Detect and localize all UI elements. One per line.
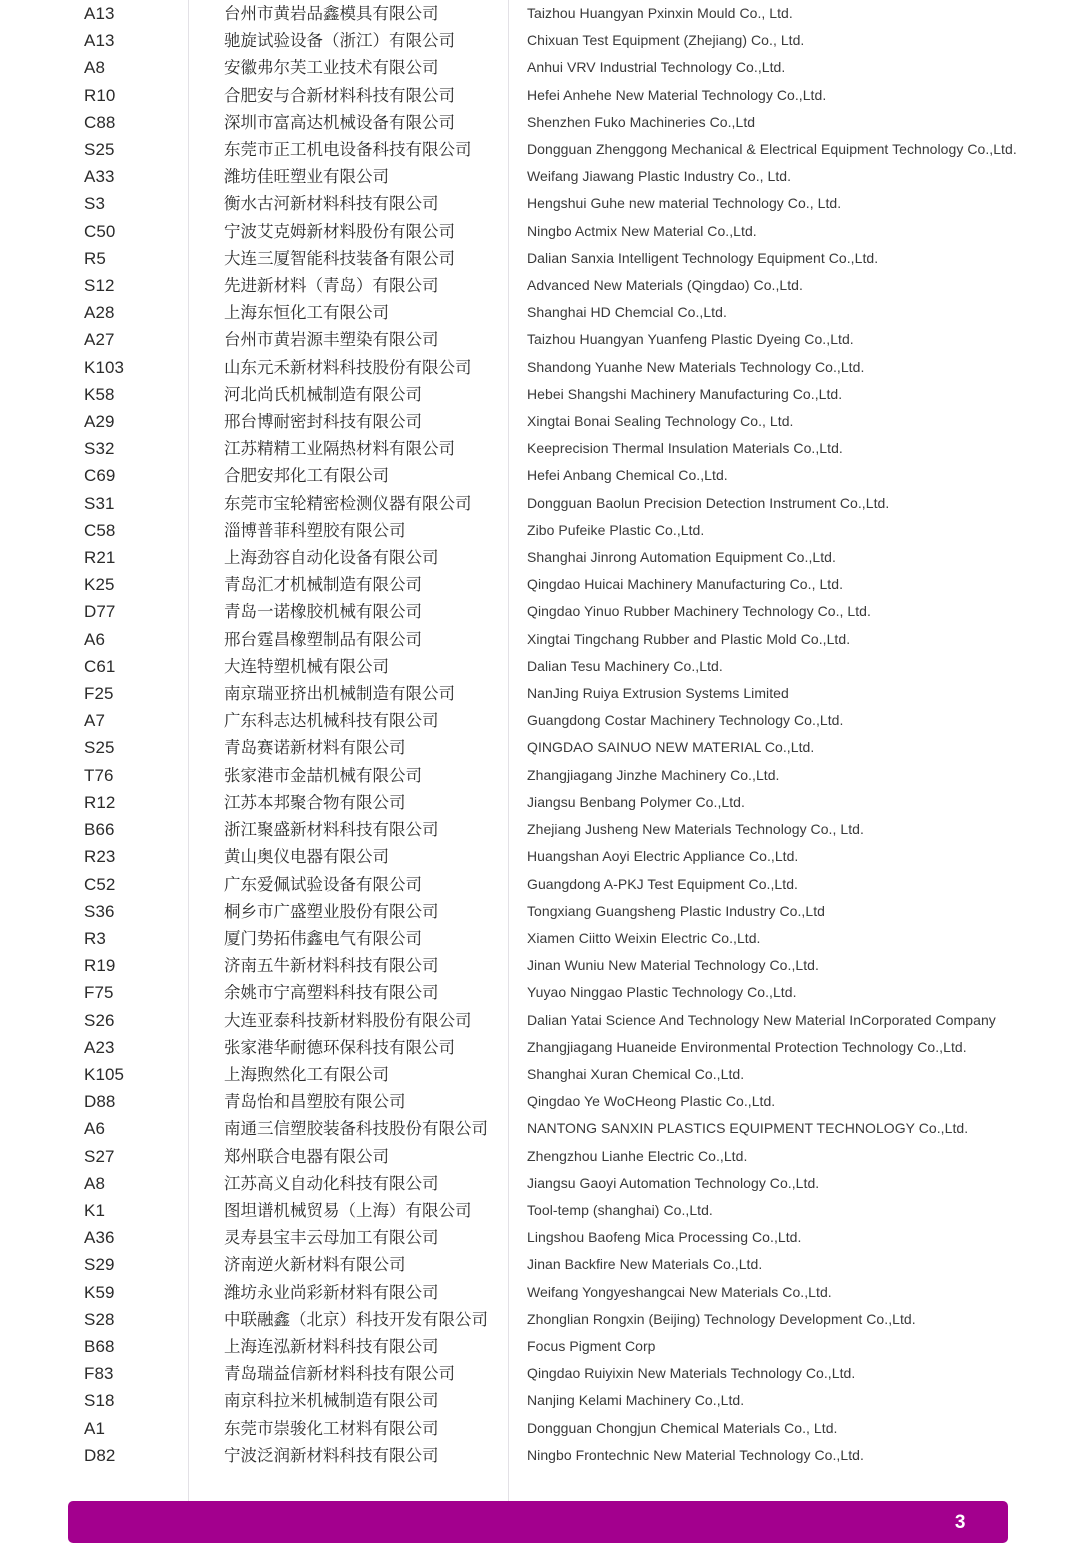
table-row [0,27,1080,54]
company-name-chinese: 淄博普菲科塑胶有限公司 [224,520,406,540]
company-name-english: Zhangjiagang Huaneide Environmental Protection Technology Co.,Ltd. [527,1038,967,1055]
table-row [0,1415,1080,1442]
booth-number: S32 [84,439,115,459]
company-name-chinese: 江苏本邦聚合物有限公司 [224,792,406,812]
table-row [0,163,1080,190]
company-name-english: Dongguan Chongjun Chemical Materials Co., Ltd. [527,1419,838,1436]
company-name-english: Shandong Yuanhe New Materials Technology Co.,Ltd. [527,358,865,375]
company-name-chinese: 南京瑞亚挤出机械制造有限公司 [224,684,455,704]
booth-number: A13 [84,31,115,51]
company-name-chinese: 邢台博耐密封科技有限公司 [224,412,422,432]
booth-number: K103 [84,357,125,377]
booth-number: A6 [84,629,105,649]
company-name-chinese: 上海东恒化工有限公司 [224,303,389,323]
company-name-chinese: 东莞市正工机电设备科技有限公司 [224,140,472,160]
booth-number: R19 [84,956,116,976]
company-name-english: Huangshan Aoyi Electric Appliance Co.,Ltd. [527,848,799,865]
table-row [0,1197,1080,1224]
company-name-english: NANTONG SANXIN PLASTICS EQUIPMENT TECHNOLOGY Co.,Ltd. [527,1120,969,1137]
company-name-chinese: 张家港市金喆机械有限公司 [224,765,422,785]
booth-number: A23 [84,1037,115,1057]
company-name-english: Weifang Jiawang Plastic Industry Co., Ltd. [527,168,792,185]
company-name-english: Hefei Anhehe New Material Technology Co.,Ltd. [527,86,827,103]
company-name-chinese: 浙江聚盛新材料科技有限公司 [224,820,439,840]
company-name-english: Guangdong A-PKJ Test Equipment Co.,Ltd. [527,875,798,892]
company-name-chinese: 黄山奥仪电器有限公司 [224,847,389,867]
company-name-chinese: 台州市黄岩源丰塑染有限公司 [224,330,439,350]
booth-number: F75 [84,983,114,1003]
company-name-chinese: 河北尚氏机械制造有限公司 [224,384,422,404]
company-name-english: Shanghai Jinrong Automation Equipment Co.,Ltd. [527,549,836,566]
company-name-chinese: 邢台霆昌橡塑制品有限公司 [224,629,422,649]
booth-number: C88 [84,112,116,132]
booth-number: K105 [84,1064,125,1084]
company-name-chinese: 东莞市崇骏化工材料有限公司 [224,1418,439,1438]
booth-number: C58 [84,520,116,540]
company-name-english: Dalian Tesu Machinery Co.,Ltd. [527,657,723,674]
booth-number: R21 [84,548,116,568]
company-name-chinese: 潍坊佳旺塑业有限公司 [224,167,389,187]
company-name-chinese: 中联融鑫（北京）科技开发有限公司 [224,1309,488,1329]
booth-number: S29 [84,1255,115,1275]
company-name-english: Jiangsu Benbang Polymer Co.,Ltd. [527,793,745,810]
company-name-english: Guangdong Costar Machinery Technology Co.,Ltd. [527,712,844,729]
company-name-chinese: 大连特塑机械有限公司 [224,656,389,676]
table-row [0,762,1080,789]
booth-number: S31 [84,493,115,513]
company-name-english: Ningbo Actmix New Material Co.,Ltd. [527,222,757,239]
company-name-english: Zhangjiagang Jinzhe Machinery Co.,Ltd. [527,766,780,783]
company-name-english: Shanghai Xuran Chemical Co.,Ltd. [527,1065,745,1082]
company-name-chinese: 先进新材料（青岛）有限公司 [224,276,439,296]
table-row [0,54,1080,81]
table-row [0,1115,1080,1142]
table-row [0,898,1080,925]
table-row [0,1061,1080,1088]
company-name-english: Yuyao Ninggao Plastic Technology Co.,Ltd. [527,984,797,1001]
booth-number: S25 [84,738,115,758]
company-name-english: Dongguan Zhenggong Mechanical & Electrical Equipment Technology Co.,Ltd. [527,141,1017,158]
company-name-chinese: 合肥安邦化工有限公司 [224,466,389,486]
booth-number: C69 [84,466,116,486]
table-row [0,816,1080,843]
booth-number: A33 [84,167,115,187]
company-name-english: Jiangsu Gaoyi Automation Technology Co.,Ltd. [527,1174,820,1191]
table-row [0,871,1080,898]
booth-number: T76 [84,765,114,785]
booth-number: R10 [84,85,116,105]
company-name-english: Zibo Pufeike Plastic Co.,Ltd. [527,521,705,538]
table-row [0,1251,1080,1278]
booth-number: F25 [84,684,114,704]
booth-number: C50 [84,221,116,241]
booth-number: D82 [84,1445,116,1465]
company-name-english: Anhui VRV Industrial Technology Co.,Ltd. [527,59,786,76]
company-name-chinese: 余姚市宁高塑料科技有限公司 [224,983,439,1003]
table-row [0,1224,1080,1251]
table-row [0,1442,1080,1469]
table-row [0,789,1080,816]
booth-number: B68 [84,1336,115,1356]
company-name-english: Chixuan Test Equipment (Zhejiang) Co., Ltd. [527,32,805,49]
company-name-english: Dalian Sanxia Intelligent Technology Equipment Co.,Ltd. [527,249,879,266]
table-row [0,490,1080,517]
table-row [0,218,1080,245]
company-name-english: NanJing Ruiya Extrusion Systems Limited [527,685,789,702]
company-name-chinese: 深圳市富高达机械设备有限公司 [224,112,455,132]
company-name-english: Hengshui Guhe new material Technology Co., Ltd. [527,195,842,212]
company-name-english: Qingdao Huicai Machinery Manufacturing Co., Ltd. [527,576,844,593]
company-name-english: Xingtai Bonai Sealing Technology Co., Ltd. [527,413,794,430]
company-name-english: Jinan Backfire New Materials Co.,Ltd. [527,1256,763,1273]
table-row [0,299,1080,326]
table-row [0,925,1080,952]
company-name-chinese: 济南五牛新材料科技有限公司 [224,956,439,976]
company-name-chinese: 合肥安与合新材料科技有限公司 [224,85,455,105]
table-row [0,0,1080,27]
company-name-english: Jinan Wuniu New Material Technology Co.,Ltd. [527,957,819,974]
table-row [0,109,1080,136]
booth-number: R3 [84,928,106,948]
company-name-chinese: 厦门势拓伟鑫电气有限公司 [224,928,422,948]
booth-number: K1 [84,1200,105,1220]
company-name-english: Shanghai HD Chemcial Co.,Ltd. [527,304,727,321]
table-row [0,190,1080,217]
company-name-chinese: 台州市黄岩品鑫模具有限公司 [224,4,439,23]
booth-number: A36 [84,1228,115,1248]
company-name-chinese: 图坦谱机械贸易（上海）有限公司 [224,1200,472,1220]
table-row [0,1333,1080,1360]
company-name-chinese: 灵寿县宝丰云母加工有限公司 [224,1228,439,1248]
company-name-chinese: 桐乡市广盛塑业股份有限公司 [224,901,439,921]
booth-number: S27 [84,1146,115,1166]
company-name-chinese: 南京科拉米机械制造有限公司 [224,1391,439,1411]
company-name-english: Xiamen Ciitto Weixin Electric Co.,Ltd. [527,929,761,946]
company-name-english: Taizhou Huangyan Pxinxin Mould Co., Ltd. [527,5,793,21]
table-row [0,598,1080,625]
table-row [0,272,1080,299]
company-name-chinese: 青岛赛诺新材料有限公司 [224,738,406,758]
company-name-chinese: 宁波泛润新材料科技有限公司 [224,1445,439,1465]
table-row [0,381,1080,408]
booth-number: K58 [84,384,115,404]
company-name-english: Tongxiang Guangsheng Plastic Industry Co.,Ltd [527,902,825,919]
company-name-english: Weifang Yongyeshangcai New Materials Co.,Ltd. [527,1283,832,1300]
table-row [0,517,1080,544]
table-row [0,1034,1080,1061]
company-name-english: Tool-temp (shanghai) Co.,Ltd. [527,1201,713,1218]
company-name-english: Advanced New Materials (Qingdao) Co.,Ltd. [527,277,803,294]
table-row [0,354,1080,381]
booth-number: A27 [84,330,115,350]
company-name-english: Hebei Shangshi Machinery Manufacturing Co.,Ltd. [527,385,843,402]
booth-number: A8 [84,58,105,78]
table-row [0,245,1080,272]
company-name-chinese: 衡水古河新材料科技有限公司 [224,194,439,214]
table-row [0,653,1080,680]
company-name-chinese: 上海劲容自动化设备有限公司 [224,548,439,568]
company-name-chinese: 潍坊永业尚彩新材料有限公司 [224,1282,439,1302]
company-name-chinese: 江苏高义自动化科技有限公司 [224,1173,439,1193]
company-name-english: Dongguan Baolun Precision Detection Instrument Co.,Ltd. [527,494,890,511]
table-row [0,979,1080,1006]
company-name-chinese: 大连三厦智能科技装备有限公司 [224,248,455,268]
company-name-english: Zhejiang Jusheng New Materials Technology Co., Ltd. [527,821,864,838]
company-name-english: Shenzhen Fuko Machineries Co.,Ltd [527,113,756,130]
table-row [0,1143,1080,1170]
booth-number: D88 [84,1092,116,1112]
table-row [0,680,1080,707]
table-row [0,326,1080,353]
table-row [0,571,1080,598]
company-name-chinese: 山东元禾新材料科技股份有限公司 [224,357,472,377]
table-row [0,1170,1080,1197]
company-name-english: Focus Pigment Corp [527,1337,656,1354]
booth-number: S25 [84,140,115,160]
company-name-chinese: 青岛瑞益信新材料科技有限公司 [224,1364,455,1384]
company-name-chinese: 驰旋试验设备（浙江）有限公司 [224,31,455,51]
company-name-chinese: 大连亚泰科技新材料股份有限公司 [224,1010,472,1030]
booth-number: S3 [84,194,105,214]
table-row [0,734,1080,761]
company-name-chinese: 广东科志达机械科技有限公司 [224,711,439,731]
company-name-chinese: 广东爱佩试验设备有限公司 [224,874,422,894]
company-name-chinese: 张家港华耐德环保科技有限公司 [224,1037,455,1057]
booth-number: K25 [84,575,115,595]
booth-number: B66 [84,820,115,840]
company-name-chinese: 上海连泓新材料科技有限公司 [224,1336,439,1356]
table-row [0,1088,1080,1115]
company-name-chinese: 东莞市宝轮精密检测仪器有限公司 [224,493,472,513]
booth-number: C61 [84,656,116,676]
table-row [0,1306,1080,1333]
booth-number: A29 [84,412,115,432]
booth-number: S26 [84,1010,115,1030]
booth-number: A1 [84,1418,105,1438]
company-name-chinese: 济南逆火新材料有限公司 [224,1255,406,1275]
company-name-english: Keeprecision Thermal Insulation Materials Co.,Ltd. [527,440,843,457]
company-name-english: Dalian Yatai Science And Technology New Material InCorporated Company [527,1011,996,1028]
booth-number: R12 [84,792,116,812]
company-name-chinese: 安徽弗尔芙工业技术有限公司 [224,58,439,78]
company-name-chinese: 南通三信塑胶装备科技股份有限公司 [224,1119,488,1139]
company-name-english: Lingshou Baofeng Mica Processing Co.,Ltd. [527,1229,802,1246]
booth-number: S28 [84,1309,115,1329]
company-name-chinese: 青岛怡和昌塑胶有限公司 [224,1092,406,1112]
company-name-chinese: 宁波艾克姆新材料股份有限公司 [224,221,455,241]
company-name-chinese: 青岛汇才机械制造有限公司 [224,575,422,595]
booth-number: S36 [84,901,115,921]
company-name-english: Qingdao Ruiyixin New Materials Technology Co.,Ltd. [527,1365,856,1382]
company-name-english: Qingdao Ye WoCHeong Plastic Co.,Ltd. [527,1093,776,1110]
booth-number: A6 [84,1119,105,1139]
table-row [0,408,1080,435]
booth-number: A28 [84,303,115,323]
booth-number: A8 [84,1173,105,1193]
table-row [0,707,1080,734]
company-name-english: Zhonglian Rongxin (Beijing) Technology Development Co.,Ltd. [527,1310,916,1327]
table-row [0,435,1080,462]
company-name-english: Zhengzhou Lianhe Electric Co.,Ltd. [527,1147,748,1164]
company-name-chinese: 郑州联合电器有限公司 [224,1146,389,1166]
table-row [0,626,1080,653]
booth-number: S18 [84,1391,115,1411]
booth-number: C52 [84,874,116,894]
table-row [0,82,1080,109]
table-row [0,1279,1080,1306]
table-row [0,136,1080,163]
table-row [0,1387,1080,1414]
company-name-english: Taizhou Huangyan Yuanfeng Plastic Dyeing Co.,Ltd. [527,331,854,348]
table-row [0,952,1080,979]
company-name-english: Hefei Anbang Chemical Co.,Ltd. [527,467,728,484]
booth-number: R23 [84,847,116,867]
table-row [0,544,1080,571]
company-name-chinese: 上海煦然化工有限公司 [224,1064,389,1084]
page-number: 3 [954,1511,966,1533]
booth-number: S12 [84,276,115,296]
booth-number: F83 [84,1364,114,1384]
table-row [0,1007,1080,1034]
booth-number: A13 [84,4,115,23]
table-row [0,1360,1080,1387]
company-name-english: Qingdao Yinuo Rubber Machinery Technology Co., Ltd. [527,603,871,620]
company-name-english: Nanjing Kelami Machinery Co.,Ltd. [527,1392,745,1409]
company-name-chinese: 江苏精精工业隔热材料有限公司 [224,439,455,459]
company-name-english: Ningbo Frontechnic New Material Technology Co.,Ltd. [527,1446,864,1463]
booth-number: R5 [84,248,106,268]
table-row [0,843,1080,870]
company-name-english: QINGDAO SAINUO NEW MATERIAL Co.,Ltd. [527,739,815,756]
booth-number: K59 [84,1282,115,1302]
company-name-english: Xingtai Tingchang Rubber and Plastic Mold Co.,Ltd. [527,630,851,647]
footer-bar [68,1501,1008,1543]
company-name-chinese: 青岛一诺橡胶机械有限公司 [224,602,422,622]
table-row [0,462,1080,489]
booth-number: D77 [84,602,116,622]
booth-number: A7 [84,711,105,731]
